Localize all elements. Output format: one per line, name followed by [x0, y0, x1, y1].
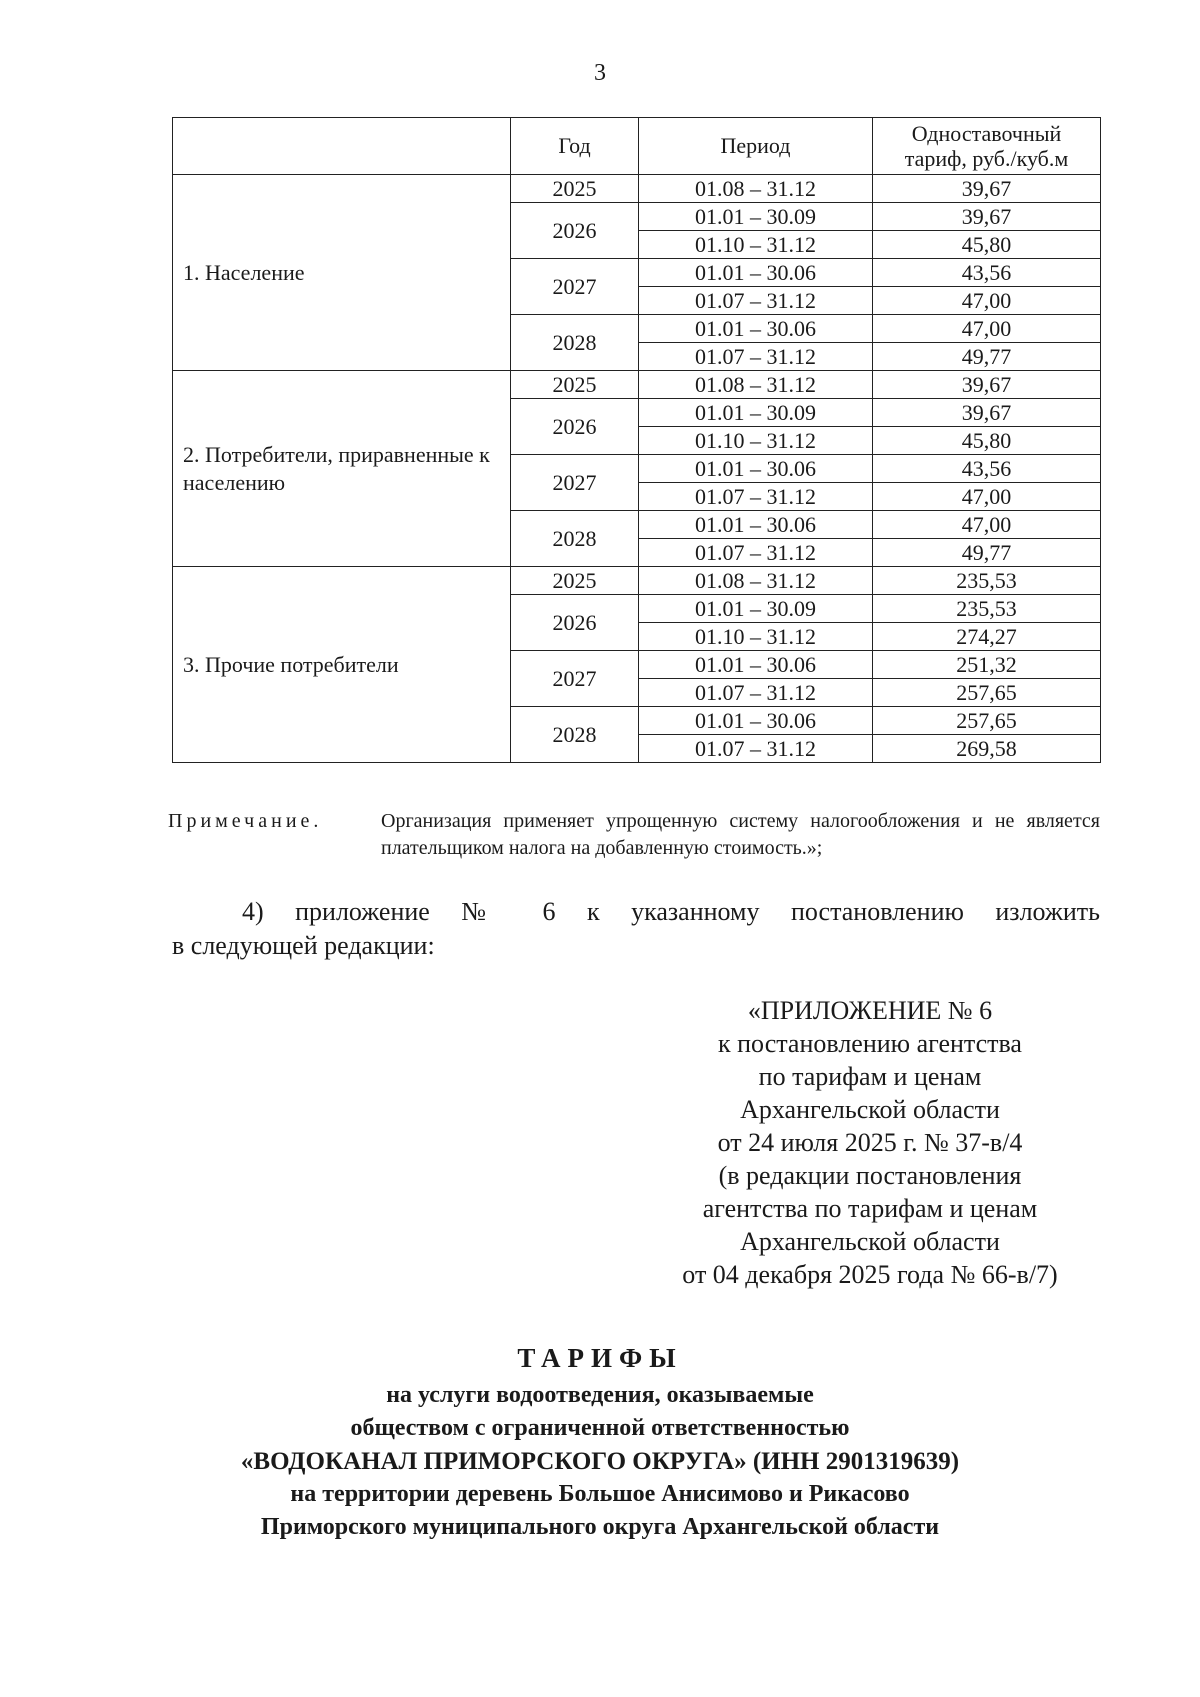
tariff-cell: 274,27 [873, 623, 1101, 651]
period-cell: 01.07 – 31.12 [639, 539, 873, 567]
tariff-cell: 45,80 [873, 427, 1101, 455]
tariff-cell: 251,32 [873, 651, 1101, 679]
appendix-line: по тарифам и ценам [758, 1062, 982, 1091]
period-cell: 01.07 – 31.12 [639, 735, 873, 763]
tariff-cell: 45,80 [873, 231, 1101, 259]
note-label: Примечание. [168, 810, 323, 832]
tariff-cell: 257,65 [873, 707, 1101, 735]
header-year: Год [511, 118, 639, 175]
tariff-cell: 47,00 [873, 511, 1101, 539]
document-title: ТАРИФЫ [517, 1343, 683, 1373]
period-cell: 01.01 – 30.06 [639, 511, 873, 539]
period-cell: 01.07 – 31.12 [639, 343, 873, 371]
title-line: на территории деревень Большое Анисимово и Рикасово [290, 1481, 910, 1507]
year-cell: 2028 [511, 315, 639, 371]
period-cell: 01.01 – 30.09 [639, 203, 873, 231]
document-title-block [0, 1342, 1200, 1544]
year-cell: 2028 [511, 511, 639, 567]
year-cell: 2027 [511, 259, 639, 315]
appendix-line: «ПРИЛОЖЕНИЕ № 6 [747, 996, 993, 1025]
tariff-cell: 43,56 [873, 455, 1101, 483]
amendment-line-1: 4) приложение № 6 к указанному постановлению изложить [242, 897, 1100, 926]
period-cell: 01.07 – 31.12 [639, 483, 873, 511]
table-row [173, 175, 1101, 203]
period-cell: 01.01 – 30.06 [639, 259, 873, 287]
amendment-paragraph [172, 895, 1100, 963]
year-cell: 2026 [511, 595, 639, 651]
header-group-cell [173, 118, 511, 175]
page-number: 3 [594, 60, 606, 86]
appendix-line: от 04 декабря 2025 года № 66-в/7) [682, 1260, 1058, 1289]
period-cell: 01.08 – 31.12 [639, 175, 873, 203]
consumer-group-cell: 1. Население [173, 175, 511, 371]
tariff-cell: 39,67 [873, 399, 1101, 427]
year-cell: 2027 [511, 455, 639, 511]
tariff-cell: 47,00 [873, 315, 1101, 343]
year-cell: 2028 [511, 707, 639, 763]
period-cell: 01.10 – 31.12 [639, 231, 873, 259]
table-row [173, 567, 1101, 595]
title-line: обществом с ограниченной ответственностью [350, 1415, 850, 1441]
year-cell: 2025 [511, 175, 639, 203]
tariff-cell: 43,56 [873, 259, 1101, 287]
tariff-cell: 235,53 [873, 595, 1101, 623]
year-cell: 2025 [511, 371, 639, 399]
period-cell: 01.08 – 31.12 [639, 371, 873, 399]
appendix-line: Архангельской области [740, 1227, 1000, 1256]
tariff-cell: 39,67 [873, 371, 1101, 399]
period-cell: 01.10 – 31.12 [639, 427, 873, 455]
year-cell: 2025 [511, 567, 639, 595]
note-text: Организация применяет упрощенную систему налогообложения и не является плательщиком налога на добавленную стоимость.»; [381, 810, 1100, 859]
appendix-line: к постановлению агентства [718, 1029, 1022, 1058]
title-line: на услуги водоотведения, оказываемые [386, 1382, 814, 1408]
period-cell: 01.07 – 31.12 [639, 287, 873, 315]
period-cell: 01.01 – 30.09 [639, 595, 873, 623]
year-cell: 2026 [511, 203, 639, 259]
amendment-line-2: в следующей редакции: [172, 931, 435, 960]
year-cell: 2027 [511, 651, 639, 707]
period-cell: 01.01 – 30.06 [639, 315, 873, 343]
appendix-line: (в редакции постановления [718, 1161, 1022, 1190]
tariff-cell: 47,00 [873, 287, 1101, 315]
appendix-line: агентства по тарифам и ценам [702, 1194, 1038, 1223]
appendix-header [640, 994, 1100, 1291]
period-cell: 01.10 – 31.12 [639, 623, 873, 651]
period-cell: 01.01 – 30.06 [639, 707, 873, 735]
tariff-cell: 39,67 [873, 175, 1101, 203]
header-tariff: Одноставочный тариф, руб./куб.м [873, 118, 1101, 175]
tariff-table-body [173, 175, 1101, 763]
tariff-cell: 47,00 [873, 483, 1101, 511]
year-cell: 2026 [511, 399, 639, 455]
tariff-cell: 235,53 [873, 567, 1101, 595]
period-cell: 01.08 – 31.12 [639, 567, 873, 595]
period-cell: 01.01 – 30.06 [639, 651, 873, 679]
appendix-line: Архангельской области [740, 1095, 1000, 1124]
table-header-row [173, 118, 1101, 175]
period-cell: 01.01 – 30.09 [639, 399, 873, 427]
title-line: «ВОДОКАНАЛ ПРИМОРСКОГО ОКРУГА» (ИНН 2901319639) [240, 1448, 960, 1475]
tariff-cell: 39,67 [873, 203, 1101, 231]
tariff-table [172, 117, 1101, 763]
consumer-group-cell: 3. Прочие потребители [173, 567, 511, 763]
period-cell: 01.07 – 31.12 [639, 679, 873, 707]
header-period: Период [639, 118, 873, 175]
tariff-cell: 269,58 [873, 735, 1101, 763]
tariff-cell: 49,77 [873, 539, 1101, 567]
title-line: Приморского муниципального округа Архангельской области [260, 1514, 940, 1540]
tariff-cell: 49,77 [873, 343, 1101, 371]
tariff-cell: 257,65 [873, 679, 1101, 707]
appendix-line: от 24 июля 2025 г. № 37-в/4 [717, 1128, 1023, 1157]
table-row [173, 371, 1101, 399]
consumer-group-cell: 2. Потребители, приравненные к населению [173, 371, 511, 567]
period-cell: 01.01 – 30.06 [639, 455, 873, 483]
